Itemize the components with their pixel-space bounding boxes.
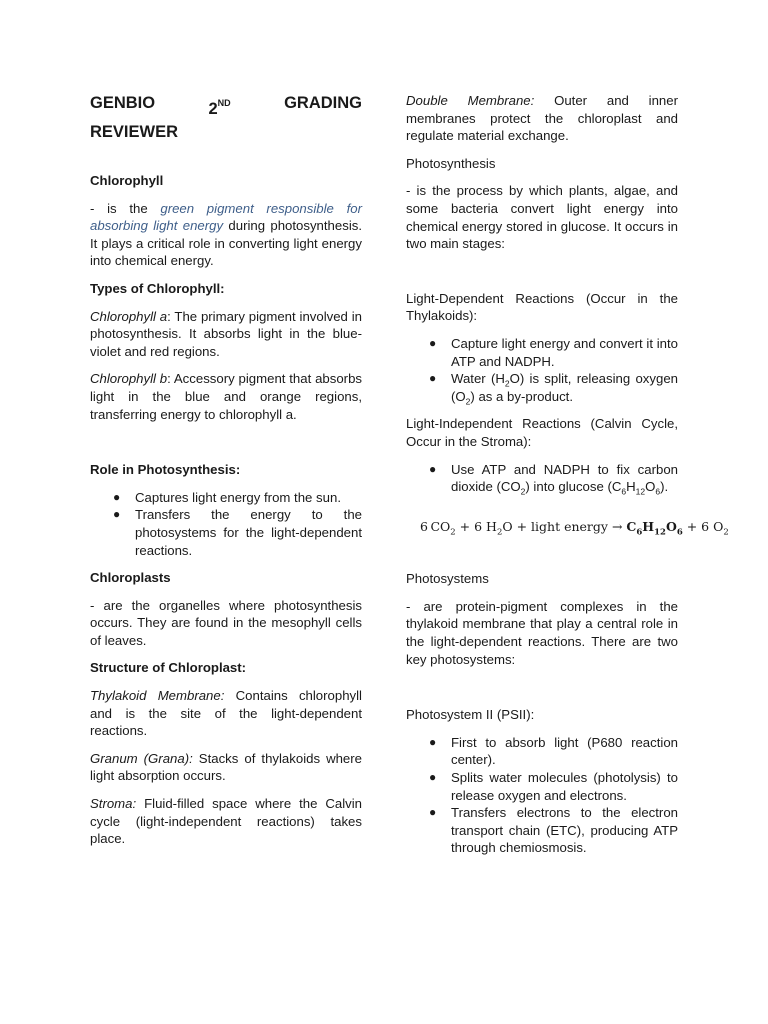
chloroplasts-heading: Chloroplasts <box>90 570 171 586</box>
lir-heading: Light-Independent Reactions (Calvin Cycle, Occur in the Stroma): <box>406 416 678 449</box>
list-item: ● Water $(H_2O)$ is split, releasing oxygen $(O_2)$ as a by-product. <box>429 371 678 407</box>
page-title <box>90 92 362 144</box>
bullet-icon: ● <box>429 371 437 386</box>
photosystems-text: - are protein-pigment complexes in the thylakoid membrane that play a central role in the light-dependent reactions. There are two key photosystems: <box>406 598 678 667</box>
right-column <box>406 92 729 867</box>
title-word-genbio: GENBIO <box>90 94 156 112</box>
title-ordinal: 2ND <box>208 98 231 118</box>
structure-granum: Granum (Grana): Stacks of thylakoids where light absorption occurs. <box>90 750 362 784</box>
bullet-icon: ● <box>429 805 437 820</box>
bullet-icon: ● <box>113 489 121 504</box>
photosynthesis-heading: Photosynthesis <box>406 155 496 171</box>
lir-list <box>406 461 678 496</box>
photosynthesis-text: - is the process by which plants, algae, and some bacteria convert light energy into chemical energy stored in glucose. It occurs in two main stages: <box>406 183 678 252</box>
list-item: ● Use ATP and NADPH to fix carbon dioxide $(CO_2)$ into glucose $(C_6H_{12}O_6)$. <box>429 461 678 497</box>
title-line2: REVIEWER <box>90 123 179 141</box>
bullet-icon: ● <box>113 507 121 522</box>
bullet-icon: ● <box>429 734 437 749</box>
photosystems-heading: Photosystems <box>406 571 489 587</box>
psii-list <box>406 734 678 857</box>
role-heading: Role in Photosynthesis: <box>90 462 241 478</box>
chlorophyll-definition: - is the green pigment responsible for absorbing light energy during photosynthesis. It plays a critical role in converting light energy into chemical energy. <box>90 200 363 269</box>
ldr-list <box>406 335 678 405</box>
structure-double-membrane: Double Membrane: Outer and inner membranes protect the chloroplast and regulate material exchange. <box>406 93 678 144</box>
list-item: ● Splits water molecules (photolysis) to release oxygen and electrons. <box>429 770 678 803</box>
title-word-grading: GRADING <box>284 94 362 112</box>
types-heading: Types of Chlorophyll: <box>90 280 225 296</box>
chlorophyll-heading: Chlorophyll <box>90 173 164 188</box>
bullet-icon: ● <box>429 335 437 350</box>
ldr-heading: Light-Dependent Reactions (Occur in the Thylakoids): <box>406 290 678 324</box>
bullet-icon: ● <box>429 461 437 476</box>
chlorophyll-highlight: green pigment responsible for absorbing light energy <box>90 200 362 234</box>
structure-thylakoid: Thylakoid Membrane: Contains chlorophyll and is the site of the light-dependent reactions. <box>90 688 362 739</box>
left-column <box>90 92 362 858</box>
structure-heading: Structure of Chloroplast: <box>90 660 247 676</box>
list-item: ● First to absorb light (P680 reaction center). <box>429 734 678 768</box>
psii-heading: Photosystem II (PSII): <box>406 707 535 723</box>
photosynthesis-equation: 6 $CO_2 + 6$ $H_2O$ + light energy → $C_6H_{12}O_6 + 6$ $O_2$ <box>420 518 729 538</box>
list-item: ● Capture light energy and convert it into ATP and NADPH. <box>429 335 678 369</box>
chlorophyll-b-text: Chlorophyll b: Accessory pigment that absorbs light in the blue and orange regions, transferring energy to chlorophyll a. <box>90 371 362 422</box>
role-list <box>90 489 362 559</box>
list-item: ● Transfers the energy to the photosystems for the light-dependent reactions. <box>113 507 362 558</box>
chloroplasts-text: - are the organelles where photosynthesis occurs. They are found in the mesophyll cells of leaves. <box>90 597 362 648</box>
list-item: ● Transfers electrons to the electron transport chain (ETC), producing ATP through chemiosmosis. <box>429 805 678 856</box>
list-item: ● Captures light energy from the sun. <box>113 489 341 505</box>
bullet-icon: ● <box>429 770 437 785</box>
chlorophyll-a-text: Chlorophyll a: The primary pigment involved in photosynthesis. It absorbs light in the blue-violet and red regions. <box>90 308 362 359</box>
structure-stroma: Stroma: Fluid-filled space where the Calvin cycle (light-independent reactions) takes place. <box>90 796 362 847</box>
